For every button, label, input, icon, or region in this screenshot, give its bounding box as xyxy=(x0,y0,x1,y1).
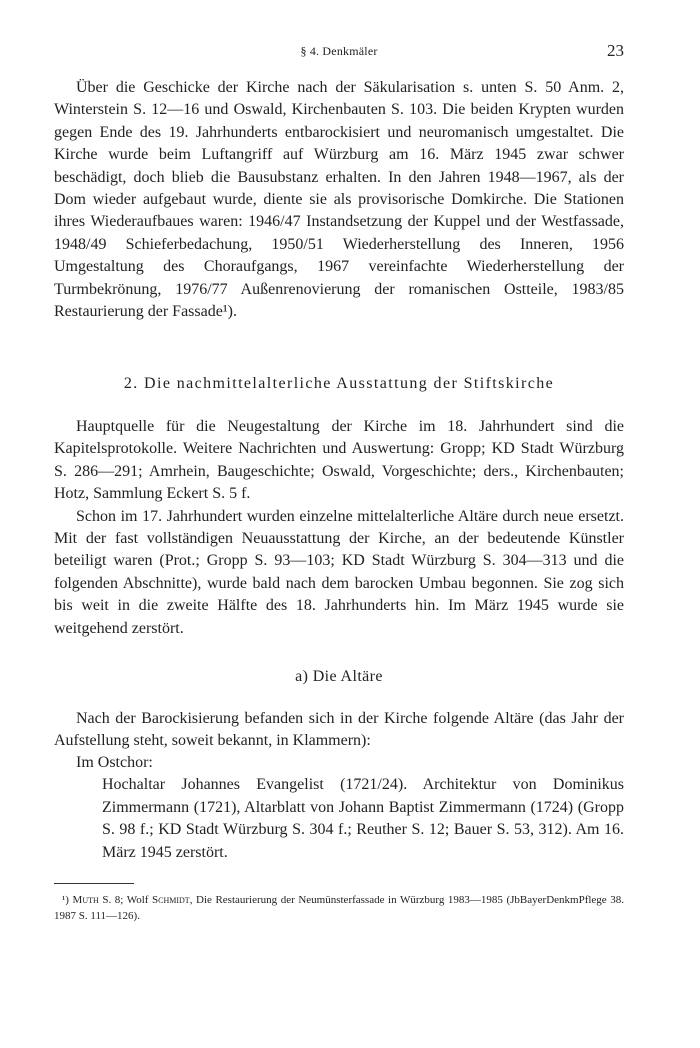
paragraph-block-2 xyxy=(54,416,624,640)
footnote-divider xyxy=(54,883,134,884)
paragraph: Hauptquelle für die Neugestaltung der Kirche im 18. Jahrhundert sind die Kapitelsprotokolle. Weitere Nachrichten und Auswertung: Gropp; KD Stadt Würzburg S. 286—291; Amrhein, Baugeschichte; Oswald, Vorgeschichte; ders., Kirchenbauten; Hotz, Sammlung Eckert S. 5 f. xyxy=(54,418,624,503)
subheading: a) Die Altäre xyxy=(295,668,383,685)
section-heading: 2. Die nachmittelalterliche Ausstattung der Stiftskirche xyxy=(123,375,555,392)
footnote-marker: ¹) xyxy=(62,894,69,906)
entry-text: Hochaltar Johannes Evangelist (1721/24). Architektur von Dominikus Zimmermann (1721), Altarblatt von Johann Baptist Zimmermann (1724) (Gropp S. 98 f.; KD Stadt Würzburg S. 304 f.; Reuther S. 12; Bauer S. 53, 312). Am 16. März 1945 zerstört. xyxy=(102,776,624,861)
entry-label: Im Ostchor: xyxy=(76,754,153,771)
page-number: 23 xyxy=(607,41,624,60)
paragraph: Schon im 17. Jahrhundert wurden einzelne mittelalterliche Altäre durch neue ersetzt. Mit der fast vollständigen Neuausstattung der Kirche, an der bedeutende Künstler beteiligt waren (Prot.; Gropp S. 93—103; KD Stadt Würzburg S. 304—313 und die folgenden Abschnitte), wurde bald nach dem barocken Umbau begonnen. Sie zog sich bis weit in die zweite Hälfte des 18. Jahrhunderts hin. Im März 1945 wurde sie weitgehend zerstört. xyxy=(54,507,624,637)
footnote-author: Muth xyxy=(72,894,99,906)
footnote-text xyxy=(54,893,624,924)
paragraph: Nach der Barockisierung befanden sich in der Kirche folgende Altäre (das Jahr der Aufstellung steht, soweit bekannt, in Klammern): xyxy=(54,710,624,750)
paragraph: Über die Geschicke der Kirche nach der Säkularisation s. unten S. 50 Anm. 2, Winterstein S. 12—16 und Oswald, Kirchenbauten S. 103. Die beiden Krypten wurden gegen Ende des 19. Jahrhunderts entbarockisiert und neuromanisch umgestaltet. Die Kirche wurde beim Luftangriff auf Würzburg am 16. März 1945 zwar schwer beschädigt, doch blieb die Bausubstanz erhalten. In den Jahren 1948—1967, als der Dom wieder aufgebaut wurde, diente sie als provisorische Domkirche. Die Stationen ihres Wiederaufbaues waren: 1946/47 Instandsetzung der Kuppel und der Westfassade, 1948/49 Schieferbedachung, 1950/51 Wiederherstellung des Inneren, 1956 Umgestaltung des Choraufgangs, 1967 vereinfachte Wiederherstellung der Turmbekrönung, 1976/77 Außenrenovierung der romanischen Ostteile, 1983/85 Restaurierung der Fassade¹). xyxy=(54,79,624,321)
paragraph-block-1 xyxy=(54,77,624,323)
footnote-segment: S. 8; Wolf xyxy=(98,894,152,906)
footnote-author: Schmidt xyxy=(152,894,190,906)
altar-entry xyxy=(76,752,624,864)
footnote-segment: , Die Restaurierung der Neumünsterfassade in Würzburg 1983—1985 (JbBayerDenkmPflege 38. 1987 S. 111—126). xyxy=(54,894,624,922)
page-header xyxy=(54,41,624,66)
footnote xyxy=(54,893,624,924)
paragraph-block-3 xyxy=(54,708,624,753)
running-head: § 4. Denkmäler xyxy=(300,44,378,58)
